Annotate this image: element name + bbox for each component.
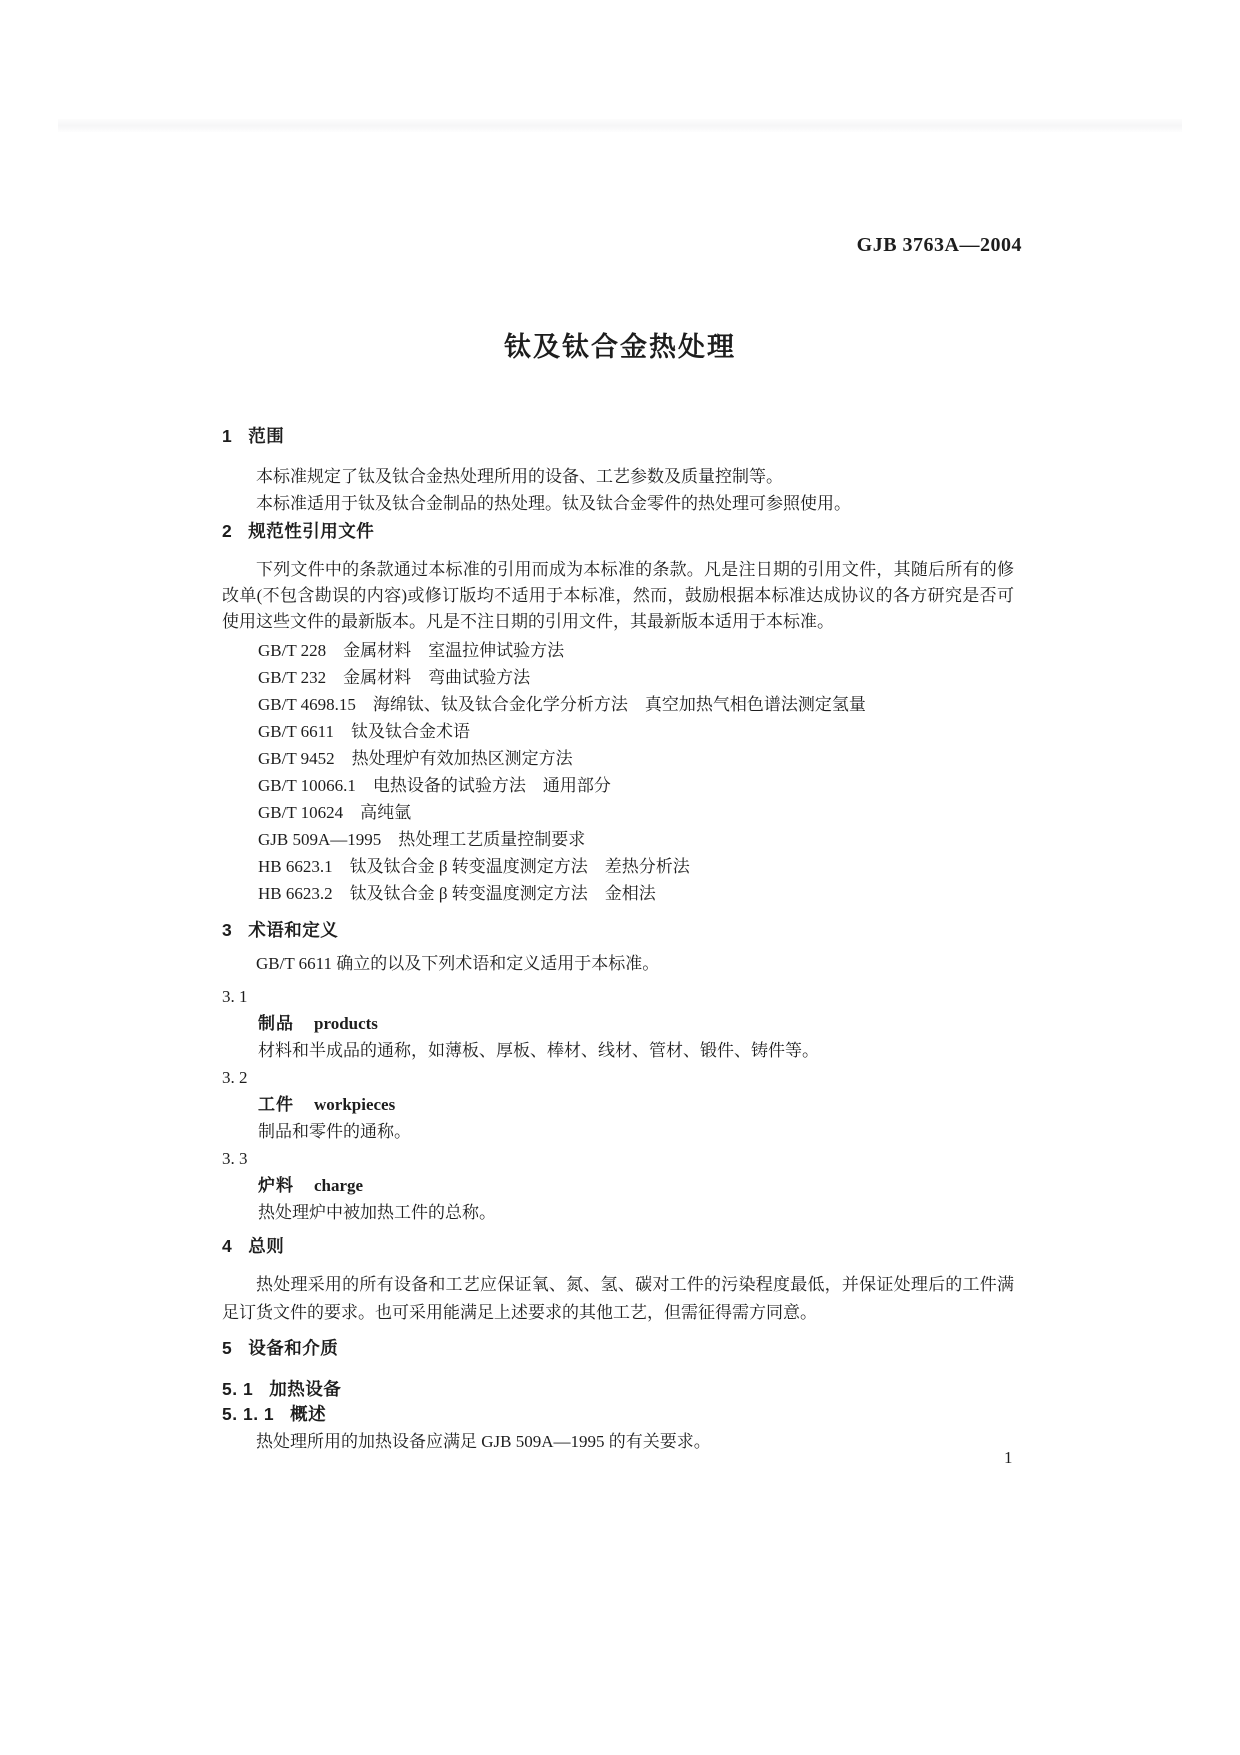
paragraph: 本标准适用于钛及钛合金制品的热处理。钛及钛合金零件的热处理可参照使用。: [256, 494, 851, 513]
term-zh: 炉料: [258, 1176, 294, 1195]
term-definition: 材料和半成品的通称，如薄板、厚板、棒材、线材、管材、锻件、铸件等。: [258, 1041, 819, 1060]
section-title: 设备和介质: [248, 1338, 339, 1358]
reference-item: GB/T 9452 热处理炉有效加热区测定方法: [258, 749, 573, 768]
reference-item: GB/T 228 金属材料 室温拉伸试验方法: [258, 641, 565, 660]
paragraph: 本标准规定了钛及钛合金热处理所用的设备、工艺参数及质量控制等。: [256, 467, 783, 486]
section-1-heading: [222, 423, 1014, 450]
reference-item: GB/T 6611 钛及钛合金术语: [258, 722, 471, 741]
section-5-1-1-heading: [222, 1402, 1014, 1427]
term-en: workpieces: [314, 1095, 396, 1114]
section-title: 规范性引用文件: [248, 521, 375, 541]
reference-list: [222, 637, 1014, 907]
section-2-heading: [222, 518, 1014, 545]
clause-number: 3. 1: [222, 987, 248, 1006]
clause-number: 3. 2: [222, 1068, 248, 1087]
section-5-heading: [222, 1335, 1014, 1362]
term-heading: [222, 1091, 1014, 1118]
scan-artifact-band: [58, 119, 1182, 132]
term-en: products: [314, 1014, 378, 1033]
standard-number: GJB 3763A—2004: [856, 234, 1022, 256]
section-number: 5: [222, 1338, 233, 1358]
section-title: 范围: [248, 426, 285, 446]
section-number: 4: [222, 1236, 233, 1256]
section-number: 1: [222, 426, 233, 446]
reference-item: GJB 509A—1995 热处理工艺质量控制要求: [258, 830, 586, 849]
reference-item: GB/T 4698.15 海绵钛、钛及钛合金化学分析方法 真空加热气相色谱法测定氢量: [258, 695, 866, 714]
term-heading: [222, 1172, 1014, 1199]
reference-item: GB/T 10066.1 电热设备的试验方法 通用部分: [258, 776, 611, 795]
document-title: 钛及钛合金热处理: [504, 332, 736, 362]
reference-item: HB 6623.2 钛及钛合金 β 转变温度测定方法 金相法: [258, 884, 656, 903]
paragraph: 下列文件中的条款通过本标准的引用而成为本标准的条款。凡是注日期的引用文件，其随后所有的修改单(不包含勘误的内容)或修订版均不适用于本标准，然而，鼓励根据本标准达成协议的各方研究是否可使用这些文件的最新版本。凡是不注日期的引用文件，其最新版本适用于本标准。: [222, 560, 1014, 631]
paragraph: 热处理采用的所有设备和工艺应保证氧、氮、氢、碳对工件的污染程度最低，并保证处理后的工件满足订货文件的要求。也可采用能满足上述要求的其他工艺，但需征得需方同意。: [222, 1275, 1014, 1322]
section-number: 5. 1: [222, 1379, 254, 1399]
section-title: 术语和定义: [248, 920, 339, 940]
reference-item: GB/T 10624 高纯氩: [258, 803, 412, 822]
term-heading: [222, 1010, 1014, 1037]
section-title: 总则: [248, 1236, 285, 1256]
section-number: 2: [222, 521, 233, 541]
paragraph: 热处理所用的加热设备应满足 GJB 509A—1995 的有关要求。: [256, 1432, 711, 1451]
document-body: [222, 423, 1014, 1455]
page-number: 1: [1004, 1448, 1013, 1467]
term-zh: 制品: [258, 1014, 294, 1033]
section-title: 概述: [290, 1404, 327, 1424]
section-3-heading: [222, 917, 1014, 944]
section-number: 5. 1. 1: [222, 1404, 275, 1424]
paragraph: GB/T 6611 确立的以及下列术语和定义适用于本标准。: [256, 954, 660, 973]
reference-item: GB/T 232 金属材料 弯曲试验方法: [258, 668, 531, 687]
clause-number: 3. 3: [222, 1149, 248, 1168]
term-definition: 热处理炉中被加热工件的总称。: [258, 1203, 496, 1222]
term-definition: 制品和零件的通称。: [258, 1122, 411, 1141]
term-en: charge: [314, 1176, 364, 1195]
section-title: 加热设备: [269, 1379, 342, 1399]
section-5-1-heading: [222, 1377, 1014, 1402]
reference-item: HB 6623.1 钛及钛合金 β 转变温度测定方法 差热分析法: [258, 857, 690, 876]
section-4-heading: [222, 1233, 1014, 1260]
term-zh: 工件: [258, 1095, 294, 1114]
section-number: 3: [222, 920, 233, 940]
